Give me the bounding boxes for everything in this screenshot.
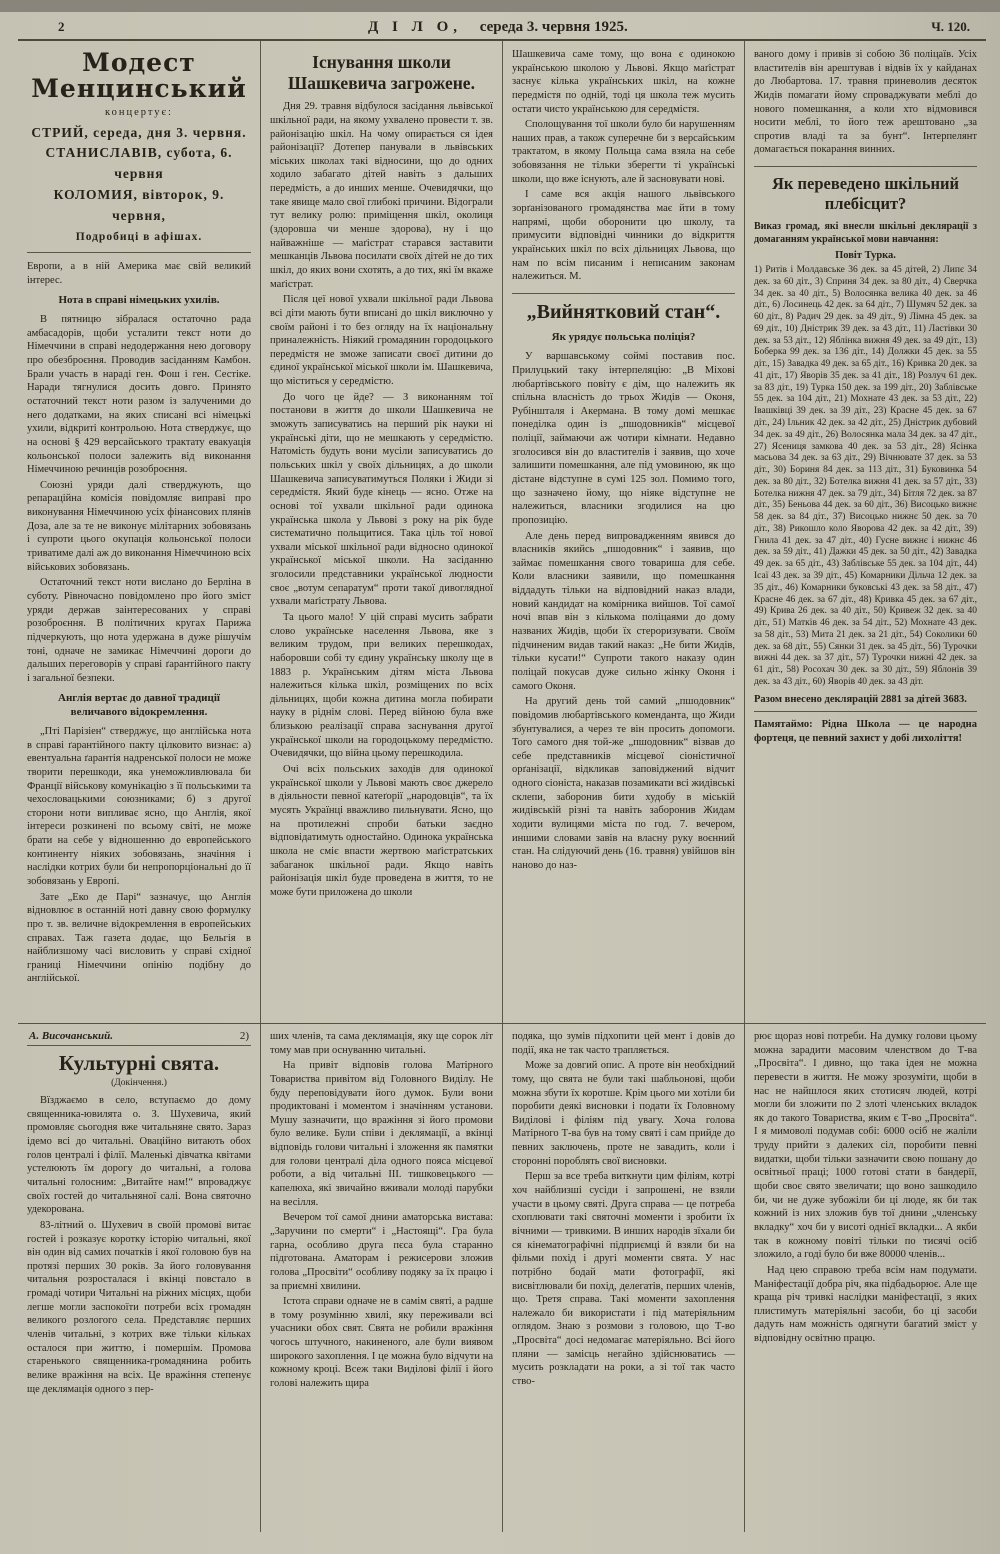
plebiscite-lead: Виказ громад, які внесли шкільні деклярації з домаганням української мови навчання: [754,221,977,246]
paragraph: 83-літний о. Шухевич в своїй промові витає гостей і розказує коротку історію читальні, якої він один від самих початків і якої головою був на протязі перших 30 років. За його головування читальня розросталася і вкінці повстало в громаді чотири Читальні на ріжних місцях, щоби легше могли заспокоїти потреби всіх громадян великого розлогого села. Представляє перших членів читальні, з котрих вже тільки кільках осталося при життю, і помершім. Промова старенького священника-громадянина робить велике вражіння на всіх. Це вражіння степенує ще деклямація одного з пер- [27,1219,251,1395]
paragraph: У варшавському соймі поставив пос. Прилуцький таку інтерпеляцію: „В Міхові любартівського повіту є дім, що належить як спільна власність до трьох Жидів — Оконя, Рубіншталя і Акермана. В тому домі мешкає понеділка один із „пшодовників“ місцевої поліції, займаючи аж чотири кімнати. Недавно зголосився він до властителів і заявив, що хоче залишити помешкання, але під умовиною, як що дістане відступне в сумі 125 зол. Помимо того, що зазначено йому, що ніяке відступне не належиться, власники згодилися на цю пропозицію. [512,351,735,526]
masthead-title: Д І Л О, [367,19,462,35]
feuilleton-headline: Культурні свята. [58,1051,220,1075]
ad-date-line: СТРИЙ, середа, дня 3. червня. [31,124,247,140]
author-byline: А. Височанський. [29,1030,113,1042]
main-columns [18,41,986,1023]
feuilleton-note: (Докінчення.) [111,1078,167,1089]
ad-date-line: СТАНИСЛАВІВ, субота, 6. червня [45,145,233,182]
article-divider [754,166,977,167]
paragraph: Перш за все треба виткнути цим філіям, котрі хоч найблизші сусіди і запрошені, не взяли участи в цьому святі. Друга справа — це потреба схоплювати такі святочні моменти і зробити їх вічними — тривкими. В инших народів зїхали би ся кінематографічні підприємці й взяли би на фільми похід і другі моменти свята. У нас потрібно бодай мати фотографії, які висвітлювали би похід, делегатів, перших членів, що. Третя справа. Такі моменти захоплення належало би використати і під матеріяльним оглядом. Знаю з розмови з головою, що Т-во „Просвіта“ досі недомагає матеріяльно. Всі його пляни — замісць негайно здійснюватись — мусить розкладати на роки, а зі тої так часто ство- [512,1171,735,1388]
bottom-column-1 [18,1024,260,1532]
bottom-section [18,1024,986,1532]
paragraph: На другий день той самий „пшодовник“ повідомив любартівського коменданта, що Жиди збунтувалися, а через те він просить допомоги. Того самого дня той-же „пшодовник“ візвав до себе представників місцевої сіоністичної орґанізації, відкликав заповіджений відчит одного сіоніста, наказав позамикати всі жидівські склепи, заборонив бити худобу в міській жидівській різні та навіть заборонив Жидам ходити вулицями міста по год. 7. вечером, иншими словами завів на власну руку воєнний стан. На слідуючий день (16. травня) увійшов він наново до наз- [512,696,735,871]
concert-ad [27,48,251,253]
paragraph: Вечером тої самої днини аматорська вистава: „Заручини по смерти“ і „Настоящі“. Гра була гарна, особливо друга пєса була старанно підготована. Аматорам і режисерови зложив голова „Просвіти“ особливу подяку за їх працю і за приємні хвилини. [270,1212,493,1292]
article-continuation: Шашкевича саме тому, що вона є одинокою українською школою у Львові. Якщо маґістрат заснує кілька українських шкіл, на кожне передмістя по одній, тоді ця школа теж мусить остати чисто українською для середмістя. [512,49,735,115]
declarations-total: Разом внесено деклярацій 2881 за дітей 3683. [754,693,967,705]
paragraph: Сполощування тої школи було би нарушенням наших прав, а також суперечне би з версайським трактатом, в якому Польща сама взяла на себе зобовязання не тільки зберегти ті українські школи, що вже існують, але й засновувати нові. [512,119,735,185]
paragraph: Та цього мало! У цій справі мусить забрати слово українське населення Львова, яке з великим трудом, при великих перешкодах, наборовши собі ту єдину українську школу ще в 1883 р. Українським дітям міста Львова належиться кілька шкіл, розміщених по всіх дільницях, щоби кожна дитина могла побирати науку в ріднім слові. Перед війною була вже близькою реалізації справа заснування другої української школи на городоцькому передмістю. Очевидячки, що війна цьому перешкодила. [270,611,493,760]
page-top-edge [0,0,1000,12]
paragraph: Союзні уряди далі стверджують, що репараційна комісія повідомляє виправі про виконування Німеччиною усіх фінансових плянів Доза, але за те не виконує мілітарних зобовязань і супроти цього окупація кольонської полоси триватиме далі аж до виконання Німеччиною всіх військових зобовязань. [27,479,251,573]
paragraph: Може за довгий опис. А проте він необхідний тому, що свята не були такі шабльонові, щоби можна збути їх коротше. Крім цього ми хотіли би поробити деякі висновки і подати їх Головному Виділові і філіям під увагу. Хоча голова Матірного Т-ва був на тому святі і сам прийде до певних заключень, проте не завадить, коли і сторонні пороблять свої висновки. [512,1060,735,1167]
ridna-shkola-notice: Памятаймо: Рідна Школа — це народна фортеця, це певний захист у добі лихоліття! [754,711,977,746]
subheadline: Нота в справі німецьких ухилів. [58,294,220,307]
serial-part-number: 2) [239,1030,249,1042]
paragraph: Над цею справою треба всім нам подумати. Маніфестації добра річ, яка підбадьорює. Але ще краща річ тривкі наслідки маніфестації, з яких плистимуть матеріяльні засоби, бо ці засоби дадуть нам можність одягнути багатий зміст у відповідну освітню працю. [754,1264,977,1345]
article-continuation: Европи, а в ній Америка має свій великий інтерес. [27,261,251,286]
subheadline: Англія вертає до давної традиції величавого відокремлення. [58,692,220,719]
bottom-column-3 [502,1024,744,1532]
paragraph: І саме вся акція нашого львівського зорґанізованого громадянства має йти в тому напрямі, щоби оборонити цю школу, та примусити відповідні чинники до відкриття українських шкіл по всіх дільницях Львова, що нам по всім писаним і неписаним законам належиться. М. [512,189,735,283]
page-number: 2 [58,19,65,34]
paragraph: „Пті Парізіен“ стверджує, що англійська нота в справі ґарантійного пакту цілковито визнає: а) евентуальна ґарантія надренської полоси не може творити перешкоди, яка унеможливлювала би Франції військову комунікацію з її польськими та чехословацькими союзниками; б) з другої сторони ноти випливає ясно, що Англія, якої інтереси розкинені по всьому світі, не може брати на себе у відношенню до европейського континенту ніяких зобовязань, значіння і наслідки котрих були би непропорціональні до її зобовязань у Европі. [27,725,251,887]
article-continuation: ваного дому і привів зі собою 36 поліцаїв. Усіх властителів він арештував і відвів їх у кайданах до Любартова. 17. травня приневолив десяток Жидів помагати йому спроваджувати меблі до нового помешкання, а коли хто відмовився носити меблі, то його теж арештовано „за спротив владі та за бунт“. Інтерпелянт домагається покарання винних. [754,49,977,156]
paragraph: Істота справи одначе не в самім святі, а радше в тому розумінню хвилі, яку переживали всі учасники обох свят. Свята не робили вражіння чогось штучного, накиненого, але були виявом широкого захоплення. І це можна було відчути на кожному кроці. Всеж таки Виділові філії і його голові належить щира [270,1296,493,1390]
issue-number: Ч. 120. [931,19,970,34]
masthead-date: середа 3. червня 1925. [479,19,628,35]
paragraph: Вїзджаємо в село, вступаємо до дому священника-ювилята о. З. Шухевича, який промовляє сьогодня вже читальняне свято. Зараз ідемо всі до читальні. Оваційно витають обох голов централі і філії. Маленькі дівчатка квітами устелюють їм дорогу до читальні, а голова читальні голосним: „Витайте нам!“ впроваджує своїх гостей до читальняної салі. Вона святочно удекорована. [27,1095,251,1216]
paragraph: На привіт відповів голова Матірного Товариства привітом від Головного Виділу. Не буду переповідувати його думок. Були вони продиктовані і моментом і значінням установи. Мушу зазначити, що вражіння зі його промови було велике. Були співи і деклямації, а вкінці відповідь голови читальні і зложення як памятки для голови централі діла одного пояса місцевої роботи, а від читальні III. тишковецького — капелюха, які звичайно вживали молоді парубки на весілля. [270,1060,493,1208]
column-4 [744,41,986,1023]
paragraph: До чого це йде? — З виконанням тої постанови в життя до школи Шашкевича не зможуть записуватись на перший рік науки ні українські діти, що не мешкають у середмістю. Натомість будуть вони мусіли записуватись до польських шкіл у своїх дільницях, а до школи Шашкевича записуватимуться Поляки і Жиди зі середмістя. Який буде кінець — ясно. Отже на основі тої ухвали шкільної ради одинока українська школа у Львові з року на рік буде систематично польщитися. Така ціль тої нової ухвали міської шкільної ради відносно одинокої української міської школи. На засіданню зголосили представники української людности своє „вотум сепаратум“ проти такої дивоглядної ухвали маґістрату Львова. [270,391,493,608]
paragraph: Після цеї нової ухвали шкільної ради Львова всі діти мають бути вписані до шкіл виключно у своїм районі і то без огляду на їх національну приналежність. Ніякий громадянин городоцького передмістя не зможе записати своєї дитини до єдиної української міської школи ім. Шашкевича, що міститься у середмістю. [270,294,493,388]
paragraph: Але день перед випровадженням явився до власників якийсь „пшодовник“ і заявив, що займає помешкання свого товариша для себе. Коли власники заявили, що помешкання віддадуть тільки на відповідний наказ влади, новий кандидат на комірника вийшов. Тої самої ночі впав він з кількома поліцаями до дому названих Жидів, щоби їх стероризувати. Своїм підчиненим видав такий наказ: „Не бити Жидів, тільки кусати!“ Супроти такого наказу один поліцай покусав дуже сильно жінку Оконя і самого Оконя. [512,530,735,692]
masthead [368,19,628,36]
column-2 [260,41,502,1023]
ad-footer: Подробиці в афішах. [75,231,203,244]
page-header [18,12,986,39]
article-headline-school: Існування школи Шашкевича загрожене. [288,52,475,93]
ad-artist-name: Модест Менцинський [31,48,247,104]
district-name: Повіт Турка. [835,250,896,262]
article-continuation: подяка, що зумів підхопити цей мент і довів до події, яка не так часто трапляється. [512,1031,735,1056]
article-divider [512,293,735,294]
ad-date-line: КОЛОМИЯ, вівторок, 9. червня, [53,187,225,224]
bottom-column-4 [744,1024,986,1532]
byline-row [27,1030,251,1046]
subheadline: Як урядує польська поліція? [551,331,696,344]
paragraph: Остаточний текст ноти вислано до Берліна в суботу. Рівночасно повідомлено про його зміст уряди держав заінтересованих у справі розоброєння. В політичних кругах Парижа підчеркують, що нота удержана в дуже рішучім тоні, одначе не замикає Німеччині дороги до дальших переговорів у справі ґарантійного пакту і загальної безпеки. [27,577,251,684]
column-3 [502,41,744,1023]
paragraph: Очі всіх польських заходів для одинокої української школи у Львові мають своє джерело в діяльности певної катеґорії „народовців“, та їх мусять Українці вважливо пильнувати. Ясно, що на протилежні спроби батьки заєдно відповідатимуть одностайно. Одинока українська школа не сміє впасти жертвою маґістратських забаганок шкільної ради. Якщо навіть районізація шкіл буде проведена в життя, то не може бути приложена до школи [270,764,493,898]
paragraph: Дня 29. травня відбулося засідання львівської шкільної ради, на якому ухвалено провести т. зв. районізацію шкіл. На чому опирається ся ідея районізації? Дотепер панували в львівських міських школах такі відносини, що до одних ходило забагато дітей навіть з дальших передмість, а до инших менше. Очевидячки, що таке явище мало свої глибокі причини. Відограли тут велику ролю: приміщення шкіл, околиця (здоровша чи менше здорова), ну і що найважніше — маґістрат старався заставити мешканців Львова посилати своїх дітей не до тих шкіл, до яких вони схотять, а до тих, які їм вкаже маґістрат. [270,101,493,290]
article-headline-exception-state: „Вийнятковий стан“. [526,300,721,323]
paragraph: Зате „Еко де Парі“ зазначує, що Англія відновлює в останній ноті давну свою формулку про т. зв. величне відокремлення в европейських справах. Таж газета додає, що Бельгія в найблизшому часі висловить у справі східної границі Німеччини опінію подібну до англійської. [27,891,251,985]
paragraph: В пятницю зібралася остаточно рада амбасадорів, щоби усталити текст ноти до Німеччини в справі недодержання нею договору про обезброєння. Проводив засіданням Камбон. Брали участь в нараді ген. Фош і ген. Сестіке. Наради тягнулися досить довго. Принято остаточний текст ноти разом із залученими до него додатками, на яких списані всі німецькі ухили, відкриті контрольою. Нота стверджує, що на основі § 429 версайського трактату евакуація кольонської полоси залежить від виконання Німеччиною речинців розоброєння. [27,314,251,476]
article-headline-plebiscite: Як переведено шкільний плебісцит? [772,174,959,213]
article-continuation: рює щораз нові потреби. На думку голови цьому можна зарадити масовим членством до Т-ва „Просвіта“. І дивно, що така ідея не можна перевести в життя. Не можу зрозуміти, щоби в нас не найшлося яких стотисяч людей, котрі могли би зложити по 2 злоті членських вкладок як до такого Товариства, яким є Т-во „Просвіта“. І я мимоволі подумав собі: 6000 осіб не жаліли труду прийти з далеких сіл, поробити певні видатки, щоби тільки зазначити свою пошану до освітньої праці; 1000 готові стати в бандерії, щоби своє свято звеличати; що воно зашкодило би, чи не дуже зубожіли би ці люде, як би так кожний із них зложив був тої днини „членську вкладку“ хоч би у висоті однієї вкладки... А якби так в кожному повіті тільки по тисячі осіб зложило, а годі було би вже 80000 членів... [754,1031,977,1261]
bottom-column-2 [260,1024,502,1532]
article-continuation: ших членів, та сама деклямація, яку ще сорок літ тому мав при оснуванню читальні. [270,1031,493,1056]
ad-subtitle: концертує: [105,106,173,118]
declarations-list: 1) Ритів і Молдавське 36 дек. за 45 дітей, 2) Липє 34 дек. за 60 діт., 3) Сприня 34 дек. за 80 діт., 4) Сверчка 34 дек. за 40 діт., 5) Волосянка велика 40 дек. за 46 діт., 6) Лосинець 42 дек. за 64 діт., 7) Шумяч 52 дек. за 60 діт., 8) Радич 29 дек. за 49 діт., 9) Лімна 45 дек. за 69 діт., 10) Дністрик 39 дек. за 43 діт., 11) Ластівки 30 дек. за 53 діт., 12) Яблінка вижня 49 дек. за 49 діт., 13) Боберка 99 дек. за 136 діт., 14) Должки 45 дек. за 55 діт., 15) Завадка 49 дек. за 65 діт., 16) Кривка 20 дек. за 41 діт., 17) Яворів 35 дек. за 41 діт., 18) Розлуч 61 дек. за 83 діт., 19) Турка 150 дек. за 199 діт., 20) Заблівське 55 дек. за 104 діт., 21) Мохнате 43 дек. за 53 діт., 22) Івашківці 39 дек. за 39 діт., 23) Красне 45 дек. за 67 діт., 24) Ільник 42 дек. за 42 діт., 25) Дністрик дубовий 34 дек. за 49 діт., 26) Волосянка мала 34 дек. за 47 діт., 27) Ясениця замкова 40 дек. за 53 діт., 28) Ясінка масьова 34 дек. за 63 діт., 29) Вічнювате 37 дек. за 53 діт., 30) Бориня 84 дек. за 113 діт., 31) Буковинка 54 дек. за 80 діт., 32) Ботелка вижня 41 дек. за 57 діт., 33) Ботелка нижня 47 дек. за 79 діт., 34) Бітля 72 дек. за 87 діт., 35) Беньова 44 дек. за 60 діт., 36) Висоцько вижнє 58 дек. за 84 діт., 37) Висоцько нижнє 50 дек. за 70 діт., 38) Рикошло коло Яворова 42 дек. за 42 діт., 39) Гнила 41 дек. за 47 діт., 40) Гусне вижнє і нижнє 46 дек. за 59 діт., 41) Дажки 45 дек. за 50 діт., 42) Завадка 49 дек. за 65 діт., 43) Заблівське 55 дек. за 104 діт., 44) Ісаї 43 дек. за 39 діт., 45) Комарники Дільча 12 дек. за 35 діт., 46) Комарники буковські 43 дек. за 58 діт., 47) Красне 46 дек. за 67 діт., 48) Кривка 45 дек. за 67 діт., 49) Крива 26 дек. за 40 діт., 50) Кривеж 32 дек. за 40 діт., 51) Матків 46 дек. за 54 діт., 52) Мохнате 43 дек. за 58 діт., 53) Мита 21 дек. за 21 діт., 54) Соколики 60 дек. за 68 діт., 55) Сянки 31 дек. за 45 діт., 56) Турочки вижні 44 дек. за 37 діт., 57) Турочки нижні 42 дек. за 61 діт., 58) Росохач 30 дек. за 30 діт., 59) Яблонів 39 дек. за 43 діт., 60) Яворів 40 дек. за 43 діт. [754,265,977,687]
column-1 [18,41,260,1023]
newspaper-page [0,12,1000,1554]
